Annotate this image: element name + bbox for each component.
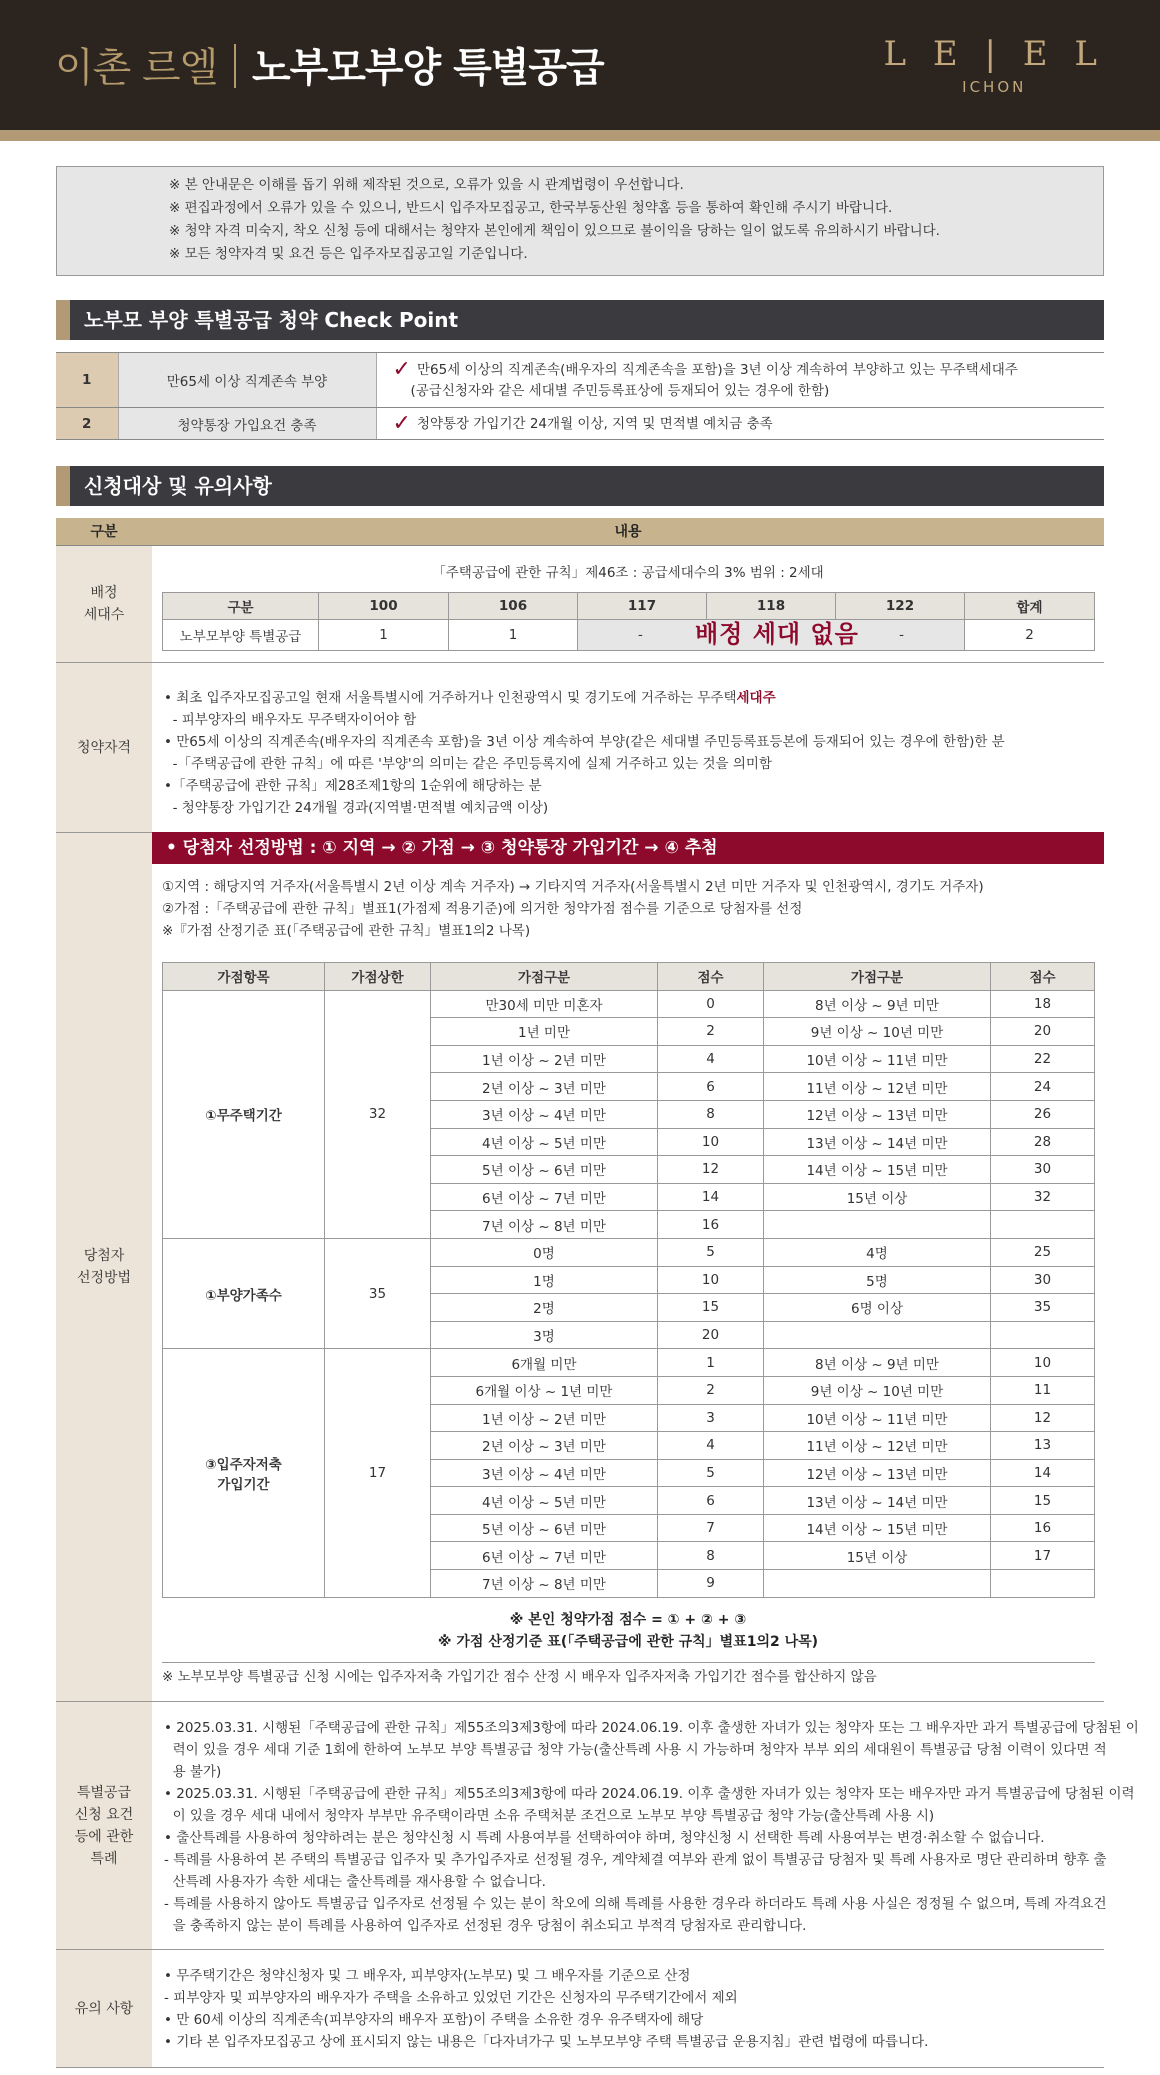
caution-line: • 만 60세 이상의 직계존속(피부양자의 배우자 포함)이 주택을 소유한 경우 유주택자에 해당 [164,2012,704,2028]
score-value: 16 [658,1211,764,1239]
score-value: 15 [991,1487,1095,1515]
score-value [991,1321,1095,1349]
brand-logo [884,34,1105,96]
row-label-caution: 유의 사항 [56,1950,152,2068]
selection-line: ①지역 : 해당지역 거주자(서울특별시 2년 이상 계속 거주자) → 기타지역 거주자(서울특별시 2년 미만 거주자 및 인천광역시, 경기도 거주자) [162,879,984,895]
title-divider [234,44,236,88]
notice-line: ※ 편집과정에서 오류가 있을 수 있으니, 반드시 입주자모집공고, 한국부동산원 청약홈 등을 통하여 확인해 주시기 바랍니다. [169,200,893,216]
score-value: 14 [658,1183,764,1211]
score-range: 6개월 이상 ~ 1년 미만 [431,1376,658,1404]
no-allocation-label: 배정 세대 없음 [695,620,859,648]
checkpoint-label: 청약통장 가입요건 충족 [118,408,376,440]
score-range: 14년 이상 ~ 15년 미만 [764,1156,991,1184]
checkpoint-num: 1 [56,353,118,408]
qualification-content [152,663,1104,833]
score-range: 15년 이상 [764,1183,991,1211]
score-value: 30 [991,1156,1095,1184]
score-sum: ※ 본인 청약가점 점수 = ① + ② + ③ [509,1612,747,1628]
caution-content [152,1950,1104,2068]
selection-lines [162,876,984,942]
score-value: 24 [991,1073,1095,1101]
section-heading: 신청대상 및 유의사항 [56,466,1104,506]
alloc-td: 노부모부양 특별공급 [163,620,319,651]
alloc-th: 구분 [163,593,319,620]
score-th: 가점상한 [325,963,431,991]
special-line: • 2025.03.31. 시행된「주택공급에 관한 규칙」제55조의3제3항에 따라 2024.06.19. 이후 출생한 자녀가 있는 청약자 또는 배우자만 과거 특별공급에 당첨된 이력 [164,1786,1135,1802]
score-th: 가점구분 [764,963,991,991]
qual-line: - 피부양자의 배우자도 무주택자이어야 함 [164,712,417,728]
score-range: 10년 이상 ~ 11년 미만 [764,1045,991,1073]
score-range: 6개월 미만 [431,1349,658,1377]
score-range: 15년 이상 [764,1542,991,1570]
score-value: 8 [658,1100,764,1128]
score-value: 25 [991,1238,1095,1266]
score-value: 10 [991,1349,1095,1377]
score-range: 만30세 미만 미혼자 [431,990,658,1018]
score-range: 2년 이상 ~ 3년 미만 [431,1073,658,1101]
score-value: 3 [658,1404,764,1432]
score-range: 2명 [431,1294,658,1322]
alloc-th: 122 [836,593,965,620]
special-line: 을 충족하지 않는 분이 특례를 사용하여 입주자로 선정된 경우 당첨이 취소되고 부적격 당첨자로 관리합니다. [164,1918,807,1934]
score-range: 4년 이상 ~ 5년 미만 [431,1487,658,1515]
logo-mark: L E | E L [883,34,1105,74]
score-value: 32 [991,1183,1095,1211]
score-value: 17 [991,1542,1095,1570]
label-line: 등에 관한 [74,1828,134,1845]
score-range: 3명 [431,1321,658,1349]
score-value: 2 [658,1376,764,1404]
score-row [163,1238,1095,1266]
row-label-special [56,1702,152,1950]
checkpoint-text: 청약통장 가입기간 24개월 이상, 지역 및 면적별 예치금 충족 [416,415,773,432]
check-icon: ✓ [392,356,411,382]
score-value: 11 [991,1376,1095,1404]
score-range: 11년 이상 ~ 12년 미만 [764,1073,991,1101]
score-range: 6년 이상 ~ 7년 미만 [431,1183,658,1211]
qual-emphasis: 세대주 [736,690,776,706]
score-range: 4년 이상 ~ 5년 미만 [431,1128,658,1156]
score-value: 5 [658,1238,764,1266]
checkpoint-heading: 노부모 부양 특별공급 청약 Check Point [56,300,1104,340]
score-value: 18 [991,990,1095,1018]
checkpoint-content [376,408,1104,440]
score-range: 7년 이상 ~ 8년 미만 [431,1211,658,1239]
score-range: 11년 이상 ~ 12년 미만 [764,1432,991,1460]
score-category: ③입주자저축 가입기간 [163,1349,325,1597]
score-value: 20 [991,1018,1095,1046]
special-line: • 출산특례를 사용하여 청약하려는 분은 청약신청 시 특례 사용여부를 선택하여야 하며, 청약신청 시 선택한 특례 사용여부는 변경·취소할 수 없습니다. [164,1830,1045,1846]
content-table-header [56,518,1104,546]
score-range: 5년 이상 ~ 6년 미만 [431,1514,658,1542]
selection-method-bar: • 당첨자 선정방법 : ① 지역 → ② 가점 → ③ 청약통장 가입기간 → ④ 추첨 [152,832,1104,864]
checkpoint-text: 만65세 이상의 직계존속(배우자의 직계존속을 포함)을 3년 이상 계속하여 부양하고 있는 무주택세대주 [416,361,1018,378]
score-range: 9년 이상 ~ 10년 미만 [764,1376,991,1404]
qual-line: - 청약통장 가입기간 24개월 경과(지역별·면적별 예치금액 이상) [164,800,549,816]
caution-line: - 피부양자 및 피부양자의 배우자가 주택을 소유하고 있었던 기간은 신청자의 무주택기간에서 제외 [164,1990,738,2006]
score-value: 12 [991,1404,1095,1432]
score-value: 4 [658,1045,764,1073]
score-value [991,1211,1095,1239]
score-value: 12 [658,1156,764,1184]
label-line: 특별공급 [76,1784,132,1801]
qual-text: • 최초 입주자모집공고일 현재 서울특별시에 거주하거나 인천광역시 및 경기도에 거주하는 무주택 [164,690,737,706]
label-line: 당첨자 [83,1248,125,1264]
score-table [162,962,1095,1598]
score-value: 9 [658,1570,764,1598]
selection-line: ②가점 :「주택공급에 관한 규칙」별표1(가점제 적용기준)에 의거한 청약가점 점수를 기준으로 당첨자를 선정 [162,901,803,917]
score-value: 28 [991,1128,1095,1156]
notice-line: ※ 모든 청약자격 및 요건 등은 입주자모집공고일 기준입니다. [169,246,528,262]
score-max: 32 [325,990,431,1238]
score-range: 5명 [764,1266,991,1294]
special-line: - 특례를 사용하지 않아도 특별공급 입주자로 선정될 수 있는 분이 착오에 의해 특례를 사용한 경우라 하더라도 특례 사용 사실은 정정될 수 없으며, 특례 자격요건 [164,1896,1107,1912]
header-accent-bar [0,130,1160,141]
score-value: 10 [658,1266,764,1294]
dash: - [638,627,643,643]
alloc-th: 100 [319,593,449,620]
allocation-intro: 「주택공급에 관한 규칙」제46조 : 공급세대수의 3% 범위 : 2세대 [432,565,824,581]
special-line: • 2025.03.31. 시행된「주택공급에 관한 규칙」제55조의3제3항에 따라 2024.06.19. 이후 출생한 자녀가 있는 청약자 또는 그 배우자만 과거 특별공급에 당첨된 이 [164,1720,1139,1736]
score-th: 점수 [658,963,764,991]
score-th: 점수 [991,963,1095,991]
score-range: 4명 [764,1238,991,1266]
score-value: 22 [991,1045,1095,1073]
col-header-category: 구분 [90,524,118,540]
score-footnote: ※ 노부모부양 특별공급 신청 시에는 입주자저축 가입기간 점수 산정 시 배우자 입주자저축 가입기간 점수를 합산하지 않음 [162,1669,877,1685]
score-value: 13 [991,1432,1095,1460]
score-value: 4 [658,1432,764,1460]
special-line: 용 불가) [164,1764,222,1780]
score-range [764,1321,991,1349]
checkpoint-content [376,353,1104,408]
label-line: 배정 [90,585,118,601]
score-th: 가점구분 [431,963,658,991]
score-range: 7년 이상 ~ 8년 미만 [431,1570,658,1598]
special-content [152,1702,1139,1950]
score-value: 10 [658,1128,764,1156]
score-range [764,1211,991,1239]
score-range: 6명 이상 [764,1294,991,1322]
score-value: 16 [991,1514,1095,1542]
checkpoint-label: 만65세 이상 직계존속 부양 [118,353,376,408]
checkpoint-text: (공급신청자와 같은 세대별 주민등록표상에 등재되어 있는 경우에 한함) [410,382,830,399]
label-line: 특례 [90,1850,118,1867]
special-line: - 특례를 사용하여 본 주택의 특별공급 입주자 및 추가입주자로 선정될 경우, 계약체결 여부와 관계 없이 특별공급 당첨자 및 특례 사용자로 명단 관리하며 향후 출 [164,1852,1107,1868]
checkpoint-table [56,352,1104,440]
selection-line: ※『가점 산정기준 표(「주택공급에 관한 규칙」별표1의2 나목) [162,923,531,939]
alloc-th: 117 [578,593,707,620]
score-value: 5 [658,1459,764,1487]
score-row [163,990,1095,1018]
allocation-table [162,592,1095,651]
col-header-content: 내용 [614,524,642,540]
dash: - [899,627,904,643]
score-range: 10년 이상 ~ 11년 미만 [764,1404,991,1432]
check-icon: ✓ [392,410,411,436]
score-value: 0 [658,990,764,1018]
score-range: 8년 이상 ~ 9년 미만 [764,1349,991,1377]
score-range: 1년 이상 ~ 2년 미만 [431,1045,658,1073]
score-range: 13년 이상 ~ 14년 미만 [764,1128,991,1156]
score-reference: ※ 가점 산정기준 표(「주택공급에 관한 규칙」별표1의2 나목) [437,1634,819,1650]
divider [162,1662,1095,1663]
score-value: 15 [658,1294,764,1322]
score-range: 0명 [431,1238,658,1266]
label-line: 선정방법 [76,1270,132,1286]
score-value: 2 [658,1018,764,1046]
alloc-th: 106 [449,593,578,620]
score-range: 2년 이상 ~ 3년 미만 [431,1432,658,1460]
score-range: 9년 이상 ~ 10년 미만 [764,1018,991,1046]
alloc-td: 2 [965,620,1095,651]
score-range: 8년 이상 ~ 9년 미만 [764,990,991,1018]
score-value: 6 [658,1073,764,1101]
score-range: 12년 이상 ~ 13년 미만 [764,1459,991,1487]
score-range: 3년 이상 ~ 4년 미만 [431,1100,658,1128]
special-line: 력이 있을 경우 세대 기준 1회에 한하여 노부모 부양 특별공급 청약 가능(출산특례 사용 시 가능하며 청약자 부부 외의 세대원이 특별공급 당첨 이력이 있다면 적 [164,1742,1107,1758]
score-value: 35 [991,1294,1095,1322]
score-range [764,1570,991,1598]
row-label-selection [56,833,152,1702]
caution-line: • 기타 본 입주자모집공고 상에 표시되지 않는 내용은「다자녀가구 및 노부모부양 주택 특별공급 운용지침」관련 법령에 따릅니다. [164,2034,929,2050]
qual-line: • 만65세 이상의 직계존속(배우자의 직계존속 포함)을 3년 이상 계속하여 부양(같은 세대별 주민등록표등본에 등재되어 있는 경우에 한함)한 분 [164,734,1005,750]
qual-line: •「주택공급에 관한 규칙」제28조제1항의 1순위에 해당하는 분 [164,778,542,794]
score-range: 1명 [431,1266,658,1294]
qual-line [164,687,1104,709]
score-range: 12년 이상 ~ 13년 미만 [764,1100,991,1128]
page-header [0,0,1160,130]
score-th: 가점항목 [163,963,325,991]
row-label-allocation [56,546,152,663]
score-range: 6년 이상 ~ 7년 미만 [431,1542,658,1570]
score-value: 6 [658,1487,764,1515]
score-value: 1 [658,1349,764,1377]
score-range: 3년 이상 ~ 4년 미만 [431,1459,658,1487]
score-row [163,1349,1095,1377]
score-range: 5년 이상 ~ 6년 미만 [431,1156,658,1184]
score-range: 1년 이상 ~ 2년 미만 [431,1404,658,1432]
score-range: 13년 이상 ~ 14년 미만 [764,1487,991,1515]
score-category: ①부양가족수 [163,1238,325,1348]
score-range: 1년 미만 [431,1018,658,1046]
score-category: ①무주택기간 [163,990,325,1238]
score-value: 14 [991,1459,1095,1487]
alloc-th: 합계 [965,593,1095,620]
row-label-qualification: 청약자격 [56,663,152,833]
score-max: 17 [325,1349,431,1597]
brand-title: 이촌 르엘 [55,45,218,91]
score-value: 20 [658,1321,764,1349]
score-value: 8 [658,1542,764,1570]
label-line: 세대수 [83,607,125,623]
score-max: 35 [325,1238,431,1348]
alloc-td: 1 [449,620,578,651]
notice-box [56,166,1104,276]
score-range: 14년 이상 ~ 15년 미만 [764,1514,991,1542]
checkpoint-num: 2 [56,408,118,440]
score-value [991,1570,1095,1598]
label-line: 신청 요건 [74,1806,134,1823]
score-value: 30 [991,1266,1095,1294]
caution-line: • 무주택기간은 청약신청자 및 그 배우자, 피부양자(노부모) 및 그 배우자를 기준으로 산정 [164,1968,691,1984]
page-title: 노부모부양 특별공급 [252,45,604,91]
notice-line: ※ 본 안내문은 이해를 돕기 위해 제작된 것으로, 오류가 있을 시 관계법령이 우선합니다. [169,177,684,193]
score-value: 7 [658,1514,764,1542]
qual-line: -「주택공급에 관한 규칙」에 따른 '부양'의 의미는 같은 주민등록지에 실제 거주하고 있는 것을 의미함 [164,756,772,772]
alloc-td: 1 [319,620,449,651]
score-value: 26 [991,1100,1095,1128]
notice-line: ※ 청약 자격 미숙지, 착오 신청 등에 대해서는 청약자 본인에게 책임이 있으므로 불이익을 당하는 일이 없도록 유의하시기 바랍니다. [169,223,940,239]
special-line: 이 있을 경우 세대 내에서 청약자 부부만 유주택이라면 소유 주택처분 조건으로 노부모 부양 특별공급 청약 가능(출산특례 사용 시) [164,1808,935,1824]
alloc-th: 118 [707,593,836,620]
logo-sub: ICHON [962,78,1027,96]
special-line: 산특례 사용자가 속한 세대는 출산특례를 재사용할 수 없습니다. [164,1874,546,1890]
